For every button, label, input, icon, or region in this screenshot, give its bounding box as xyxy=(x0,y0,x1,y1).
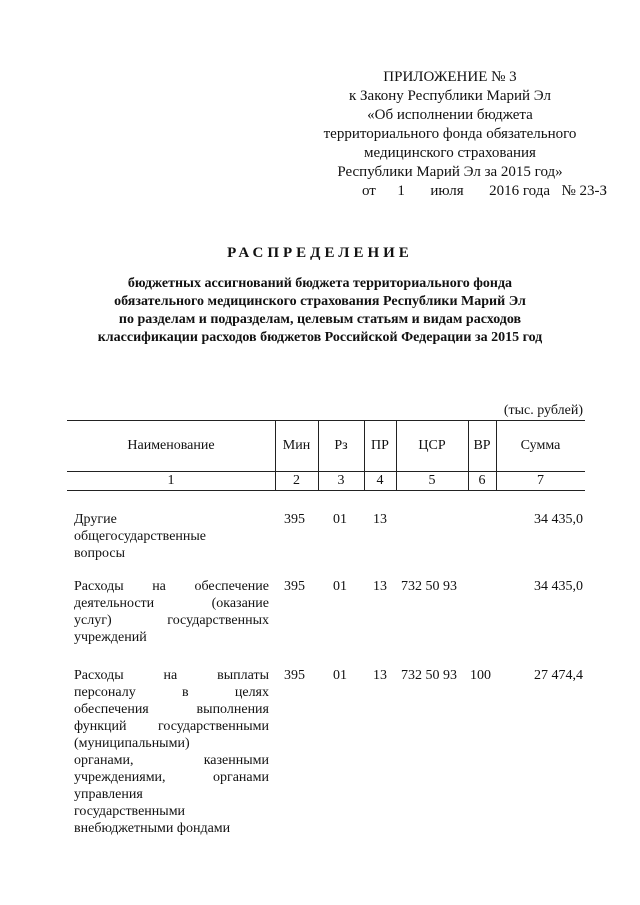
row-pr: 13 xyxy=(373,668,387,683)
appendix-law-ref: к Закону Республики Марий Эл xyxy=(348,88,551,104)
appendix-title: ПРИЛОЖЕНИЕ № 3 xyxy=(383,69,517,85)
appendix-law-name-2: территориального фонда обязательного xyxy=(323,126,577,142)
row-min: 395 xyxy=(284,668,305,683)
row-rz: 01 xyxy=(333,579,347,594)
row-sum: 27 474,4 xyxy=(534,668,583,683)
row-rz: 01 xyxy=(333,668,347,683)
row-sum: 34 435,0 xyxy=(534,512,583,527)
appendix-law-name-1: «Об исполнении бюджета xyxy=(367,107,533,123)
appendix-header xyxy=(300,68,608,201)
row-name-line: услуг) государственных xyxy=(74,613,269,628)
row-name xyxy=(74,667,269,837)
row-csr: 732 50 93 xyxy=(401,579,457,594)
column-number: 5 xyxy=(428,473,436,488)
row-name-line: органами, казенными xyxy=(74,753,269,768)
header-rz: Рз xyxy=(334,438,348,453)
header-sum: Сумма xyxy=(520,438,561,453)
header-name: Наименование xyxy=(127,438,215,453)
header-csr: ЦСР xyxy=(418,438,446,453)
appendix-law-name-4: Республики Марий Эл за 2015 год» xyxy=(337,164,563,180)
subtitle-line: классификации расходов бюджетов Российской Федерации за 2015 год xyxy=(97,330,543,345)
law-number: № 23-З xyxy=(561,183,608,199)
row-min: 395 xyxy=(284,512,305,527)
appendix-date xyxy=(300,182,608,201)
row-name-line: (муниципальными) xyxy=(74,736,190,751)
column-number: 1 xyxy=(167,473,175,488)
row-name xyxy=(74,578,269,646)
row-pr: 13 xyxy=(373,512,387,527)
row-name-line: персоналу в целях xyxy=(74,685,269,700)
row-name-line: учреждений xyxy=(74,630,147,645)
header-vr: ВР xyxy=(473,438,491,453)
row-name-line: вопросы xyxy=(74,546,125,561)
column-number: 3 xyxy=(337,473,345,488)
row-rz: 01 xyxy=(333,512,347,527)
column-number: 7 xyxy=(537,473,544,488)
document-subtitle xyxy=(0,275,640,347)
table-top-border xyxy=(67,420,585,421)
row-name-line: управления xyxy=(74,787,143,802)
date-prefix: от xyxy=(362,183,376,199)
row-name-line: общегосударственные xyxy=(74,529,207,544)
row-name-line: внебюджетными фондами xyxy=(74,821,231,836)
row-pr: 13 xyxy=(373,579,387,594)
header-min: Мин xyxy=(282,438,311,453)
subtitle-line: обязательного медицинского страхования Республики Марий Эл xyxy=(114,294,526,309)
document-title: РАСПРЕДЕЛЕНИЕ xyxy=(227,245,413,261)
date-day: 1 xyxy=(397,183,405,199)
row-name xyxy=(74,511,269,562)
row-name-line: учреждениями, органами xyxy=(74,770,269,785)
row-name-line: обеспечения выполнения xyxy=(74,702,269,717)
row-name-line: Другие xyxy=(74,512,117,527)
row-min: 395 xyxy=(284,579,305,594)
column-number: 4 xyxy=(376,473,384,488)
subtitle-line: по разделам и подразделам, целевым статьям и видам расходов xyxy=(118,312,522,327)
row-name-line: государственными xyxy=(74,804,186,819)
row-name-line: Расходы на обеспечение xyxy=(74,579,269,594)
column-number: 2 xyxy=(293,473,300,488)
appendix-law-name-3: медицинского страхования xyxy=(364,145,536,161)
subtitle-line: бюджетных ассигнований бюджета территориального фонда xyxy=(127,276,513,291)
row-sum: 34 435,0 xyxy=(534,579,583,594)
table-header-divider xyxy=(67,471,585,472)
table-numbers-divider xyxy=(67,490,585,491)
row-name-line: функций государственными xyxy=(74,719,269,734)
date-month: июля xyxy=(430,183,464,199)
row-vr: 100 xyxy=(470,668,491,683)
row-name-line: деятельности (оказание xyxy=(74,596,269,611)
units-label: (тыс. рублей) xyxy=(503,403,583,418)
column-number: 6 xyxy=(478,473,486,488)
header-pr: ПР xyxy=(371,438,389,453)
row-csr: 732 50 93 xyxy=(401,668,457,683)
row-name-line: Расходы на выплаты xyxy=(74,668,269,683)
date-year: 2016 года xyxy=(489,183,550,199)
